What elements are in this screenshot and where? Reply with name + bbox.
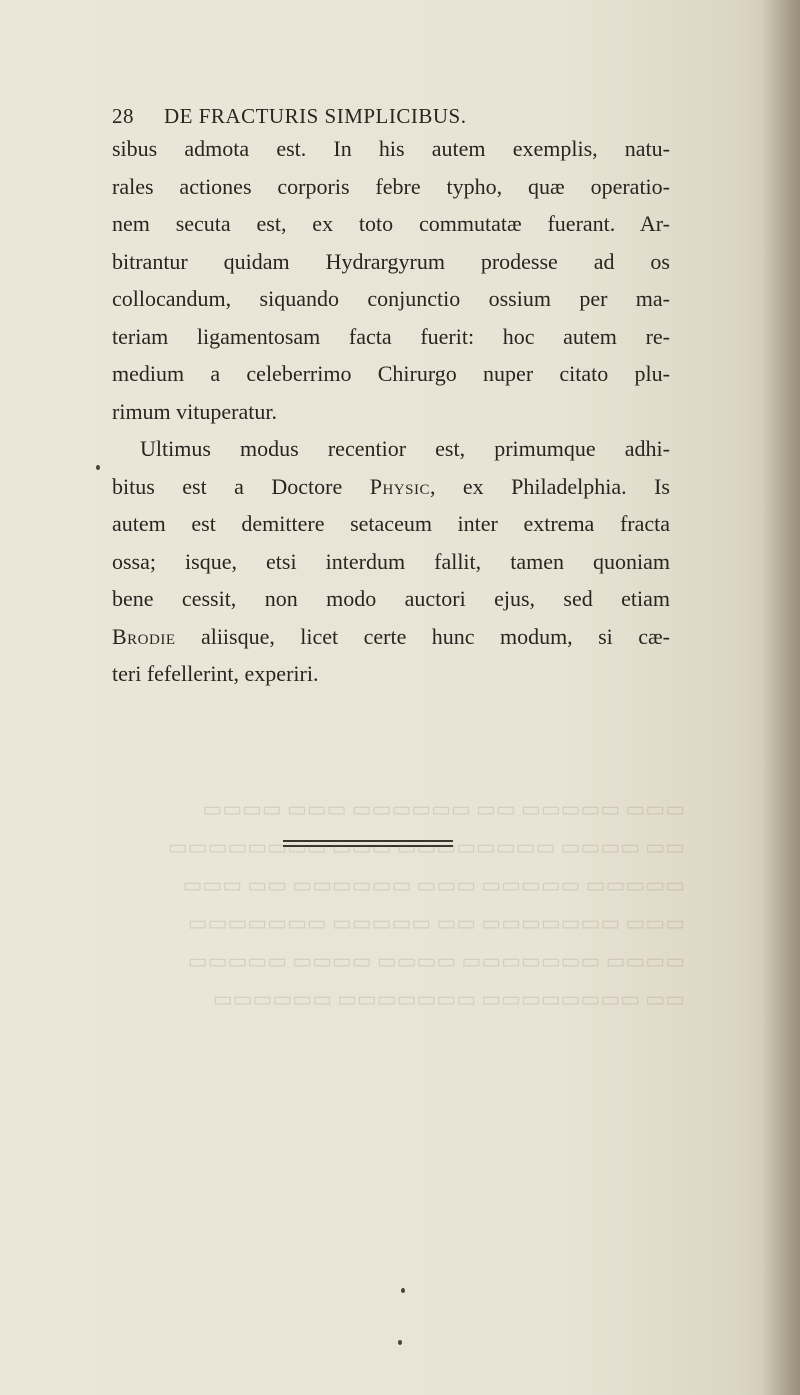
- page-edge-shadow: [762, 0, 800, 1395]
- text-line: sibus admota est. In his autem exemplis, natu-: [112, 136, 670, 161]
- text-line: [112, 618, 670, 656]
- text-line: Ultimus modus recentior est, primumque adhi-: [140, 436, 670, 461]
- text-fragment: bitus est a Doctore: [112, 473, 370, 499]
- running-title: DE FRACTURIS SIMPLICIBUS.: [164, 104, 467, 128]
- ink-speck: [401, 1288, 405, 1293]
- paragraph-1: [112, 130, 670, 430]
- text-line: ossa; isque, etsi interdum fallit, tamen quoniam: [112, 548, 670, 574]
- ink-speck: [398, 1340, 402, 1345]
- text-line: autem est demittere setaceum inter extrema fracta: [112, 511, 670, 536]
- author-name-brodie: Brodie: [112, 623, 176, 649]
- text-fragment: , ex Philadelphia. Is: [429, 473, 670, 499]
- text-line: rales actiones corporis febre typho, quæ operatio-: [112, 173, 670, 199]
- text-line: bene cessit, non modo auctori ejus, sed etiam: [112, 586, 670, 611]
- page-number: 28: [112, 104, 134, 128]
- text-line: teriam ligamentosam facta fuerit: hoc autem re-: [112, 323, 670, 349]
- text-line: medium a celeberrimo Chirurgo nuper citato plu-: [112, 361, 670, 386]
- paragraph-2: [112, 430, 670, 693]
- ink-speck: [96, 465, 100, 470]
- text-line: rimum vituperatur.: [112, 398, 277, 424]
- text-line: nem secuta est, ex toto commutatæ fuerant. Ar-: [112, 211, 670, 236]
- running-header: [112, 104, 672, 129]
- text-line: collocandum, siquando conjunctio ossium per ma-: [112, 286, 670, 311]
- text-line: teri fefellerint, experiri.: [112, 661, 319, 686]
- author-name-physic: Physic: [369, 473, 430, 499]
- text-line: bitrantur quidam Hydrargyrum prodesse ad os: [112, 248, 670, 274]
- text-line: [112, 468, 670, 506]
- text-fragment: aliisque, licet certe hunc modum, si cæ-: [175, 623, 670, 649]
- text-body: [112, 130, 670, 693]
- bleed-through-texture: ▭▭▭ ▭▭▭▭▭ ▭▭ ▭▭▭▭▭▭ ▭▭▭ ▭▭▭▭ ▭▭ ▭▭▭▭ ▭▭▭▭▭▭▭▭ ▭▭▭ ▭▭▭▭▭▭▭▭ ▭▭▭▭▭ ▭▭▭▭▭ ▭▭▭ ▭▭▭▭▭▭ ▭▭ ▭▭▭ ▭▭▭ ▭▭▭▭▭▭▭ ▭▭ ▭▭▭▭▭ ▭▭▭▭▭▭▭ ▭▭▭▭ ▭▭▭▭▭▭▭ ▭▭▭▭ ▭▭▭▭ ▭▭▭▭▭ ▭▭ ▭▭▭▭▭▭▭▭ ▭▭▭▭▭▭▭ ▭▭▭▭▭▭: [167, 797, 685, 1011]
